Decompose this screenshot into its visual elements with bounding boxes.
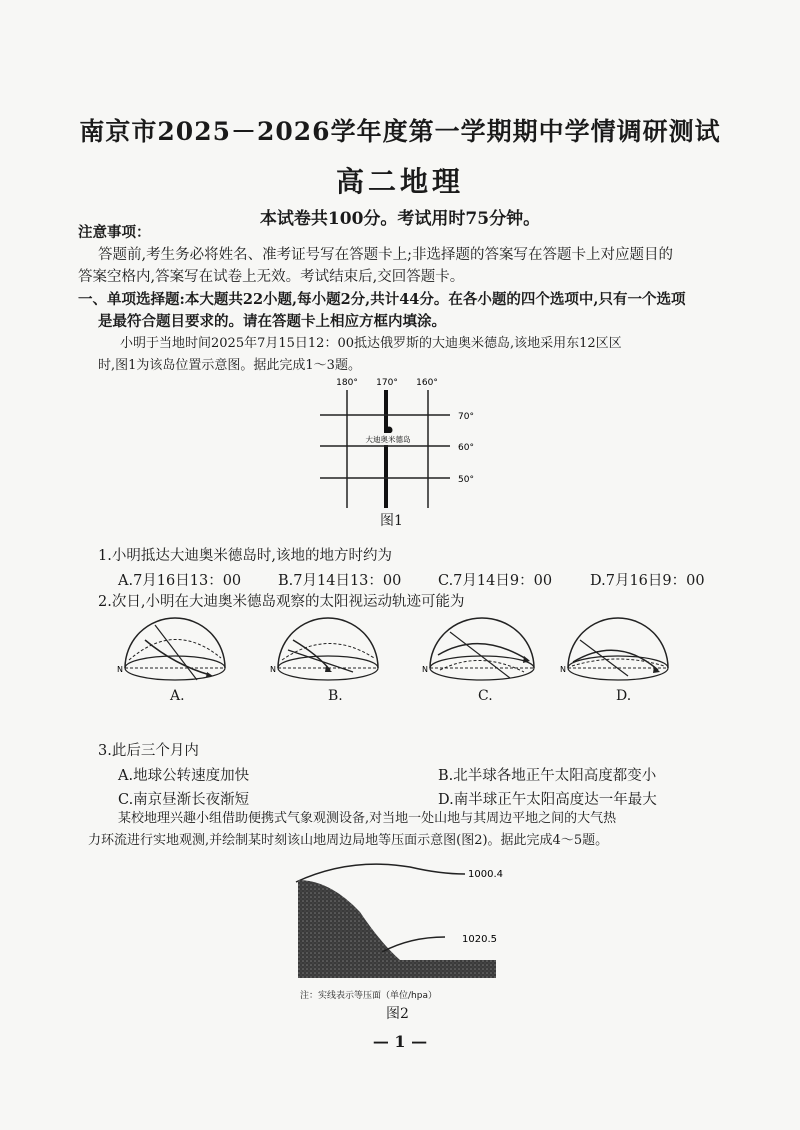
isobar-upper-value: 1000.4 xyxy=(468,869,503,880)
section-1-instructions-line-2: 是最符合题目要求的。请在答题卡上相应方框内填涂。 xyxy=(98,313,446,330)
context-1-line-2: 时,图1为该岛位置示意图。据此完成1～3题。 xyxy=(98,358,361,373)
q3-option-c: C.南京昼渐长夜渐短 xyxy=(118,792,250,808)
isobar-lower-value: 1020.5 xyxy=(462,934,497,945)
sun-path-label-d: D. xyxy=(616,688,632,704)
figure-1-location-map xyxy=(300,372,500,532)
q3-option-a: A.地球公转速度加快 xyxy=(118,768,250,784)
lat-label-60: 60° xyxy=(458,443,474,453)
exam-subject: 高二地理 xyxy=(335,165,464,198)
q1-option-b: B.7月14日13：00 xyxy=(278,573,402,589)
island-label: 大迪奥米德岛 xyxy=(365,435,411,444)
figure-2-caption: 图2 xyxy=(386,1006,409,1022)
lon-label-180: 180° xyxy=(336,378,358,388)
context-1-line-1: 小明于当地时间2025年7月15日12：00抵达俄罗斯的大迪奥米德岛,该地采用东12区区 xyxy=(120,336,622,351)
sun-path-label-a: A. xyxy=(170,688,185,704)
q3-option-d: D.南半球正午太阳高度达一年最大 xyxy=(438,792,657,808)
page-number: — 1 — xyxy=(372,1032,428,1051)
q1-option-a: A.7月16日13：00 xyxy=(118,573,242,589)
isobar-lower xyxy=(382,937,445,952)
figure-1-caption: 图1 xyxy=(380,513,403,529)
q1-option-c: C.7月14日9：00 xyxy=(438,573,553,589)
north-label-d: N xyxy=(560,665,566,674)
north-label-b: N xyxy=(270,665,276,674)
notice-heading: 注意事项： xyxy=(78,224,151,241)
section-1-instructions-line-1: 一、单项选择题:本大题共22小题,每小题2分,共计44分。在各小题的四个选项中,只有一个选项 xyxy=(78,291,686,308)
q2-stem: 2.次日,小明在大迪奥米德岛观察的太阳视运动轨迹可能为 xyxy=(98,594,465,610)
sun-path-diagram-a xyxy=(115,610,235,690)
sun-path-diagram-c xyxy=(420,610,545,690)
q1-stem: 1.小明抵达大迪奥米德岛时,该地的地方时约为 xyxy=(98,548,392,564)
sun-path-label-c: C. xyxy=(478,688,493,704)
mountain-shape xyxy=(298,880,496,978)
north-label-c: N xyxy=(422,665,428,674)
notice-line-2: 答案空格内,答案写在试卷上无效。考试结束后,交回答题卡。 xyxy=(78,269,465,285)
lat-label-70: 70° xyxy=(458,412,474,422)
score-time-line: 本试卷共100分。考试用时75分钟。 xyxy=(259,209,541,229)
figure-2-note: 注：实线表示等压面（单位/hpa） xyxy=(300,991,437,1001)
notice-line-1: 答题前,考生务必将姓名、准考证号写在答题卡上;非选择题的答案写在答题卡上对应题目的 xyxy=(98,247,673,263)
figure-2-isobar-diagram xyxy=(290,852,520,992)
q3-stem: 3.此后三个月内 xyxy=(98,743,199,759)
lon-label-160: 160° xyxy=(416,378,438,388)
sun-path-diagram-d xyxy=(558,610,678,690)
context-2-line-1: 某校地理兴趣小组借助便携式气象观测设备,对当地一处山地与其周边平地之间的大气热 xyxy=(118,811,617,826)
q1-option-d: D.7月16日9：00 xyxy=(590,573,705,589)
lat-label-50: 50° xyxy=(458,475,474,485)
lon-label-170: 170° xyxy=(376,378,398,388)
north-label-a: N xyxy=(117,665,123,674)
island-marker xyxy=(386,427,393,434)
exam-title: 南京市2025－2026学年度第一学期期中学情调研测试 xyxy=(79,117,721,146)
sun-path-label-b: B. xyxy=(328,688,343,704)
q3-option-b: B.北半球各地正午太阳高度都变小 xyxy=(438,768,657,784)
context-2-line-2: 力环流进行实地观测,并绘制某时刻该山地周边局地等压面示意图(图2)。据此完成4～5题。 xyxy=(88,833,609,848)
isobar-upper xyxy=(296,864,465,882)
sun-path-diagram-b xyxy=(268,610,388,690)
